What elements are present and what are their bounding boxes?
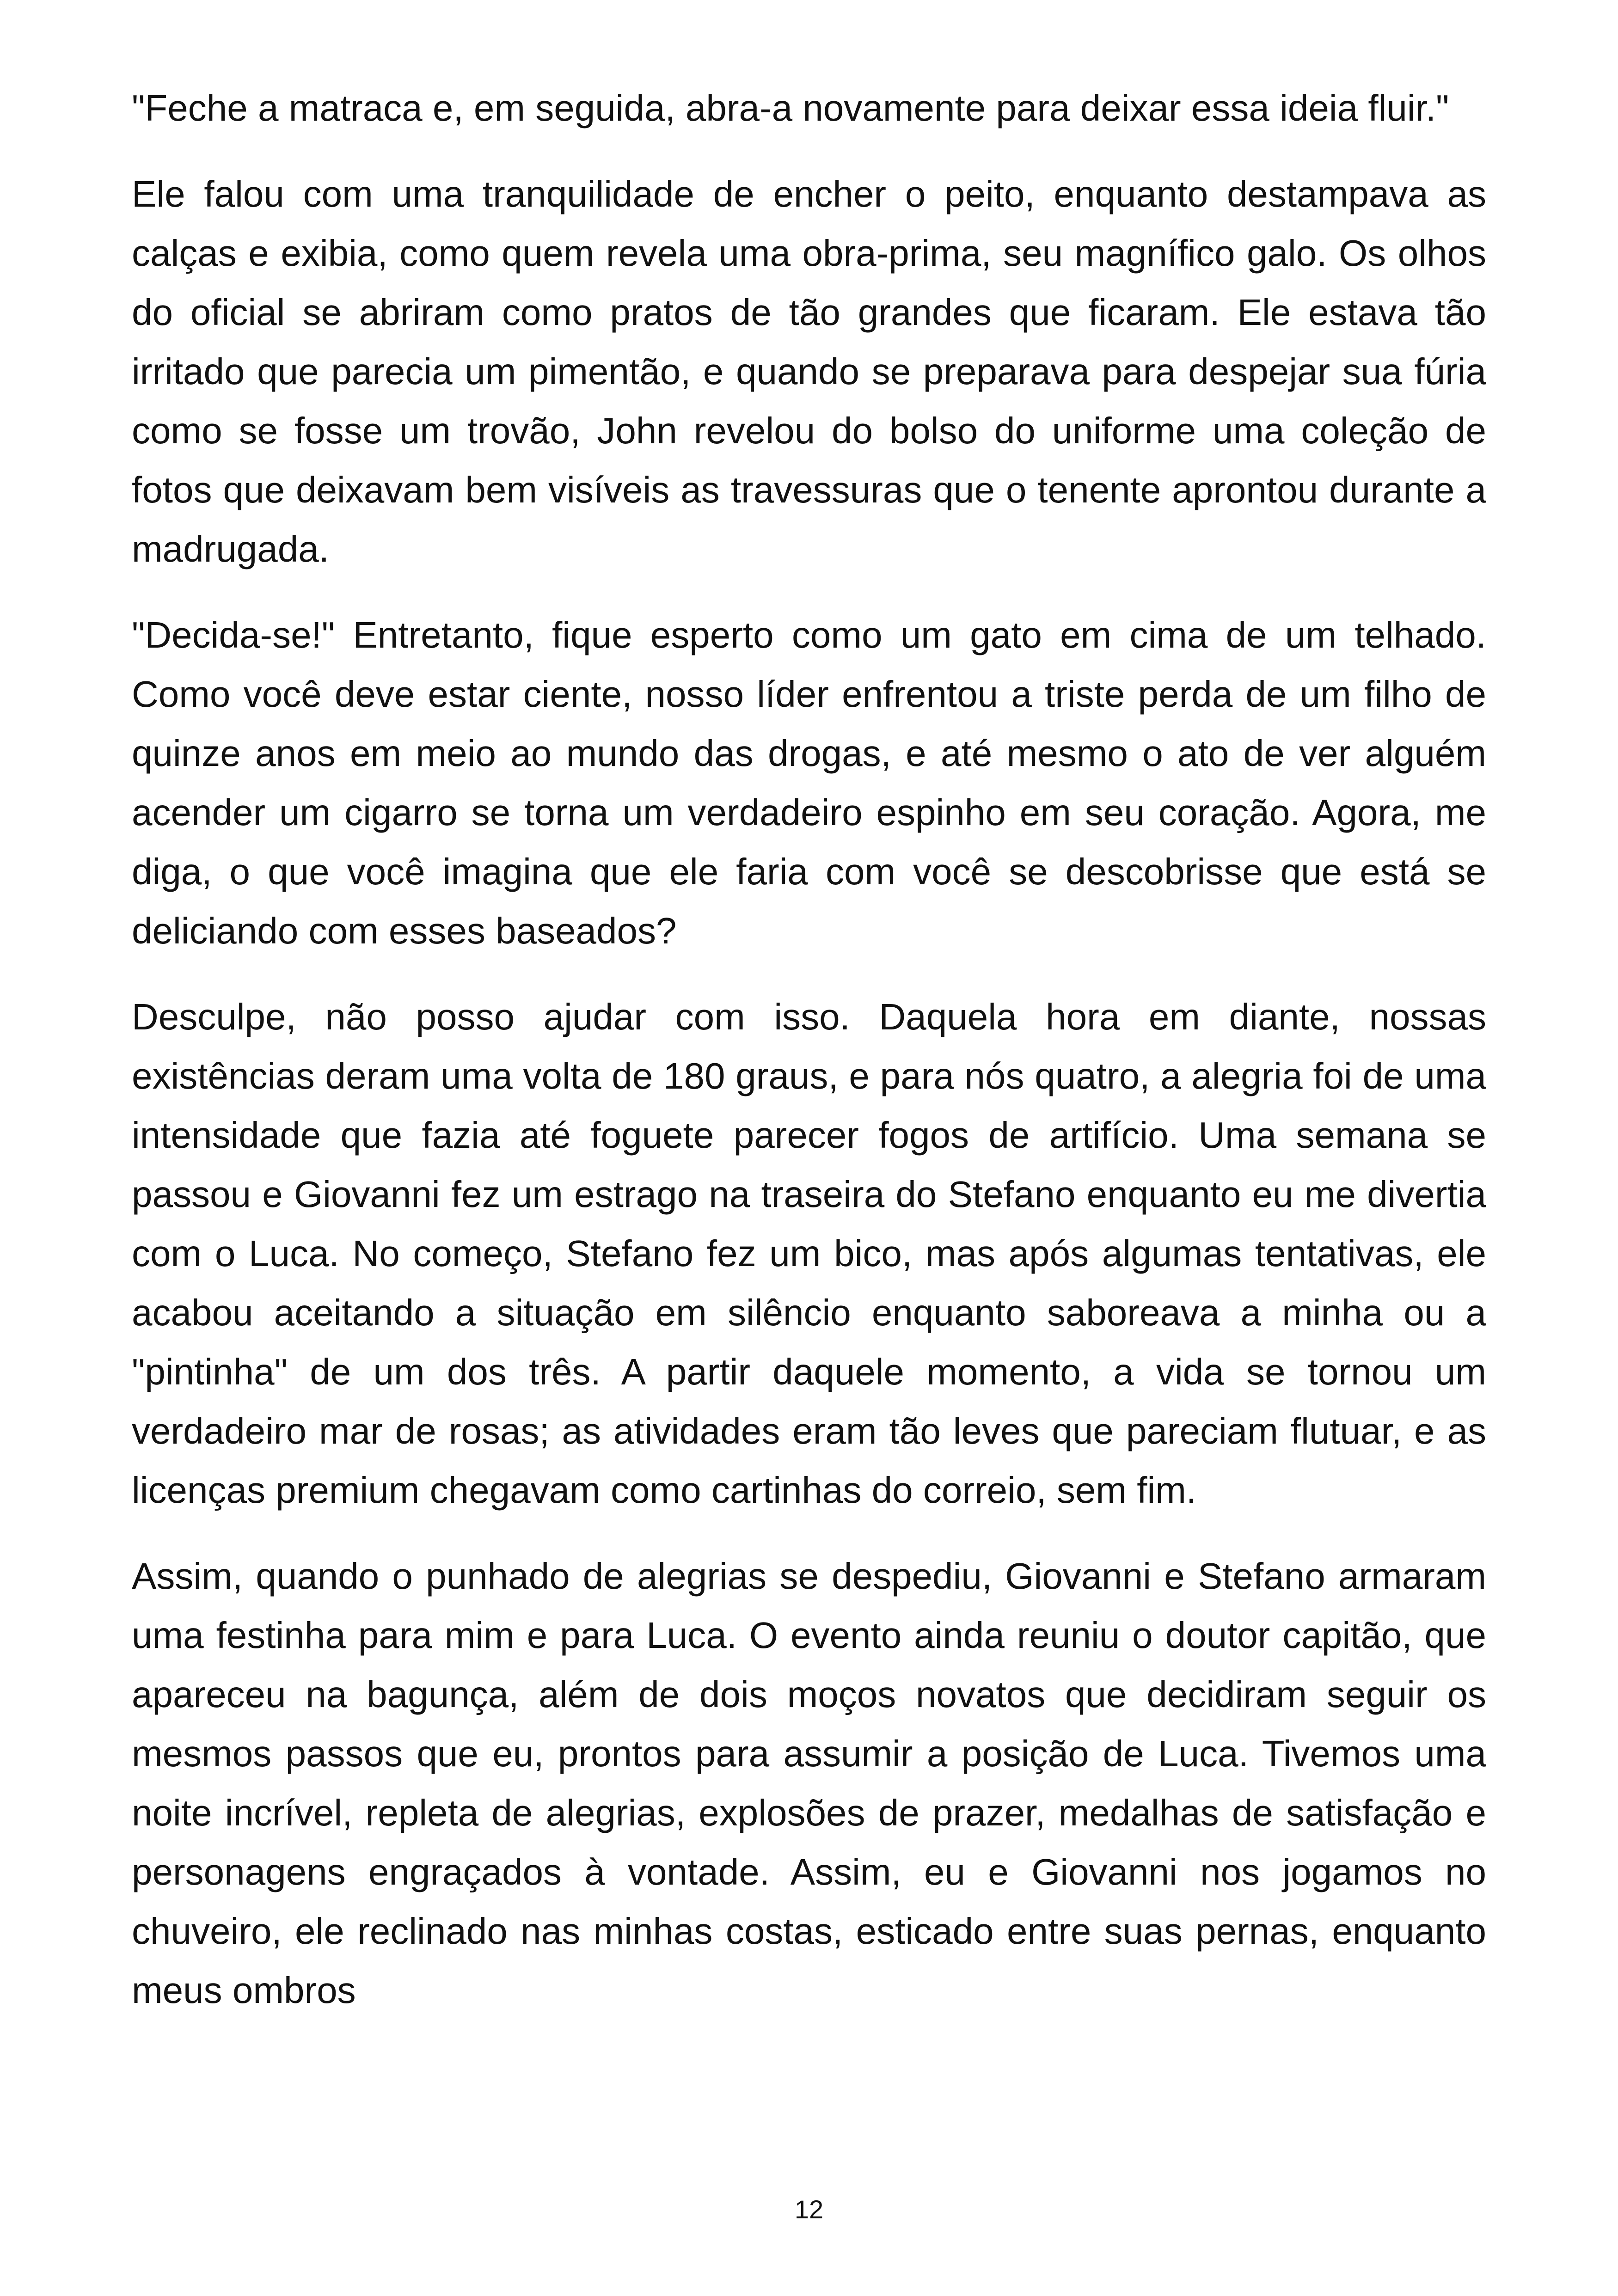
paragraph-2: Ele falou com uma tranquilidade de encher o peito, enquanto destampava as calças e exibia, como quem revela uma obra-prima, seu magnífico galo. Os olhos do oficial se abriram como pratos de tão grandes que ficaram. Ele estava tão irritado que parecia um pimentão, e quando se preparava para despejar sua fúria como se fosse um trovão, John revelou do bolso do uniforme uma coleção de fotos que deixavam bem visíveis as travessuras que o tenente aprontou durante a madrugada. bbox=[132, 173, 1486, 569]
body-text bbox=[132, 79, 1486, 2047]
page-number: 12 bbox=[794, 2195, 824, 2224]
paragraph-3: "Decida-se!" Entretanto, fique esperto como um gato em cima de um telhado. Como você deve estar ciente, nosso líder enfrentou a triste perda de um filho de quinze anos em meio ao mundo das drogas, e até mesmo o ato de ver alguém acender um cigarro se torna um verdadeiro espinho em seu coração. Agora, me diga, o que você imagina que ele faria com você se descobrisse que está se deliciando com esses baseados? bbox=[132, 614, 1486, 951]
paragraph-5: Assim, quando o punhado de alegrias se despediu, Giovanni e Stefano armaram uma festinha para mim e para Luca. O evento ainda reuniu o doutor capitão, que apareceu na bagunça, além de dois moços novatos que decidiram seguir os mesmos passos que eu, prontos para assumir a posição de Luca. Tivemos uma noite incrível, repleta de alegrias, explosões de prazer, medalhas de satisfação e personagens engraçados à vontade. Assim, eu e Giovanni nos jogamos no chuveiro, ele reclinado nas minhas costas, esticado entre suas pernas, enquanto meus ombros bbox=[132, 1555, 1486, 2011]
paragraph-4: Desculpe, não posso ajudar com isso. Daquela hora em diante, nossas existências deram uma volta de 180 graus, e para nós quatro, a alegria foi de uma intensidade que fazia até foguete parecer fogos de artifício. Uma semana se passou e Giovanni fez um estrago na traseira do Stefano enquanto eu me divertia com o Luca. No começo, Stefano fez um bico, mas após algumas tentativas, ele acabou aceitando a situação em silêncio enquanto saboreava a minha ou a "pintinha" de um dos três. A partir daquele momento, a vida se tornou um verdadeiro mar de rosas; as atividades eram tão leves que pareciam flutuar, e as licenças premium chegavam como cartinhas do correio, sem fim. bbox=[132, 996, 1486, 1511]
paragraph-1: "Feche a matraca e, em seguida, abra-a novamente para deixar essa ideia fluir." bbox=[132, 87, 1449, 129]
